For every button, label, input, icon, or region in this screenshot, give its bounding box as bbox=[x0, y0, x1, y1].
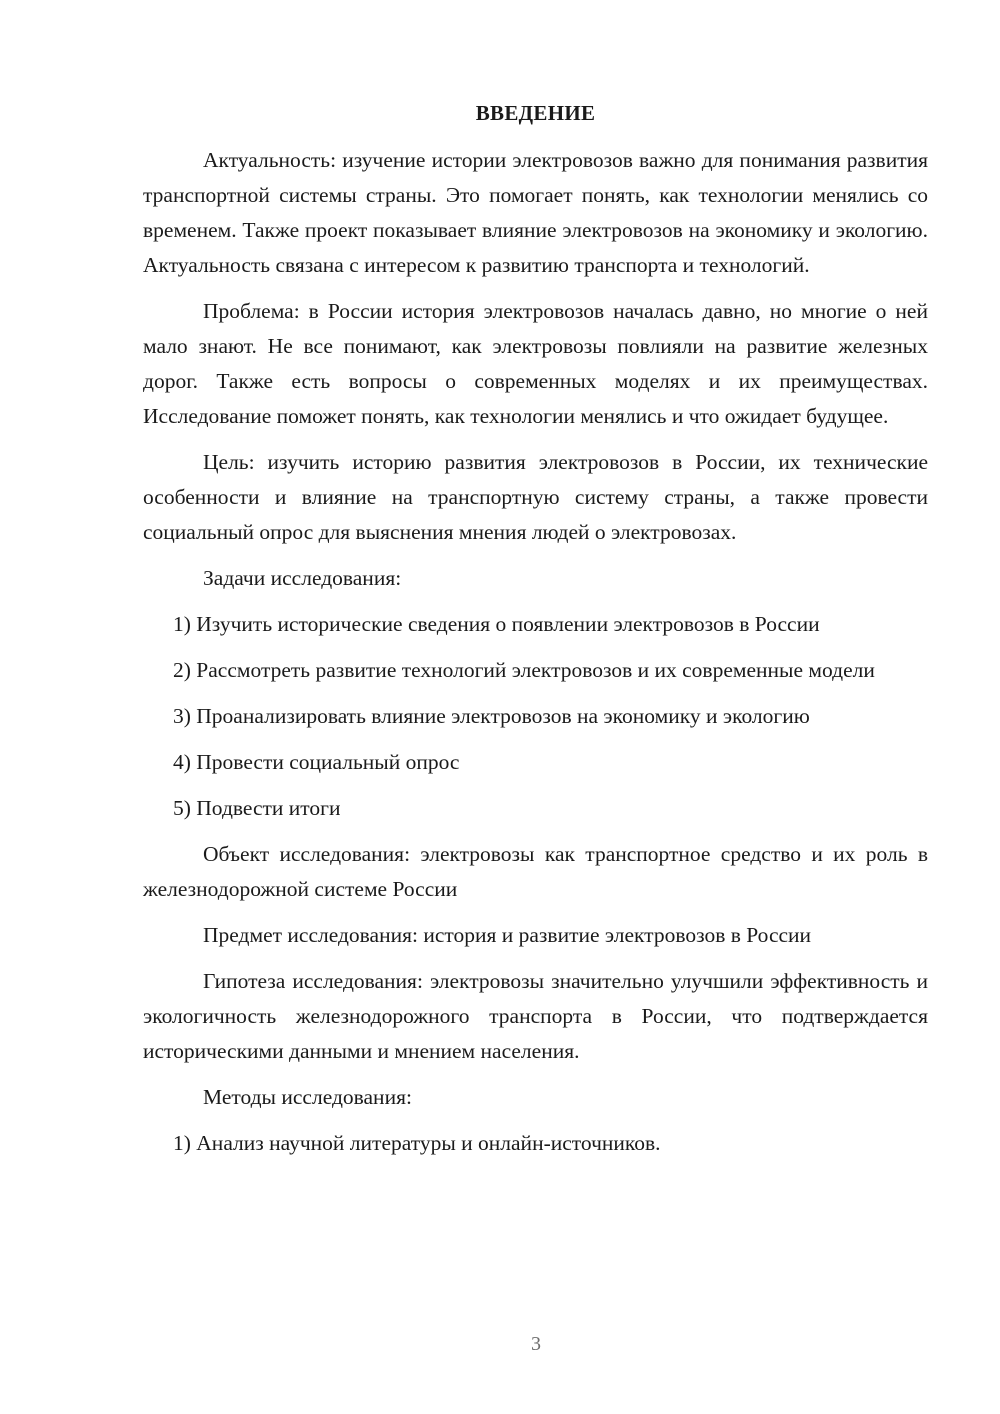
task-item: 2) Рассмотреть развитие технологий электровозов и их современные модели bbox=[173, 658, 875, 682]
task-item: 3) Проанализировать влияние электровозов на экономику и экологию bbox=[173, 704, 810, 728]
task-item: 4) Провести социальный опрос bbox=[173, 750, 460, 774]
task-item: 5) Подвести итоги bbox=[173, 796, 341, 820]
methods-heading: Методы исследования: bbox=[203, 1085, 412, 1109]
subject-paragraph: Предмет исследования: история и развитие электровозов в России bbox=[203, 923, 812, 947]
section-title: ВВЕДЕНИЕ bbox=[475, 101, 596, 125]
page-number: 3 bbox=[531, 1333, 541, 1355]
problem-paragraph: Проблема: в России история электровозов началась давно, но многие о ней мало знают. Не все понимают, как электровозы повлияли на развитие железных дорог. Также есть вопросы о современных моделях и их преимуществах. Исследование поможет понять, как технологии менялись и что ожидает будущее. bbox=[143, 299, 928, 428]
task-item: 1) Изучить исторические сведения о появлении электровозов в России bbox=[173, 612, 820, 636]
relevance-paragraph: Актуальность: изучение истории электровозов важно для понимания развития транспортной системы страны. Это помогает понять, как технологии менялись со временем. Также проект показывает влияние электровозов на экономику и экологию. Актуальность связана с интересом к развитию транспорта и технологий. bbox=[143, 148, 928, 277]
method-item: 1) Анализ научной литературы и онлайн-источников. bbox=[173, 1131, 661, 1155]
tasks-heading: Задачи исследования: bbox=[203, 566, 402, 590]
hypothesis-paragraph: Гипотеза исследования: электровозы значительно улучшили эффективность и экологичность железнодорожного транспорта в России, что подтверждается историческими данными и мнением населения. bbox=[143, 969, 928, 1063]
document-page bbox=[143, 96, 928, 1172]
object-paragraph: Объект исследования: электровозы как транспортное средство и их роль в железнодорожной системе России bbox=[143, 842, 928, 901]
goal-paragraph: Цель: изучить историю развития электровозов в России, их технические особенности и влияние на транспортную систему страны, а также провести социальный опрос для выяснения мнения людей о электровозах. bbox=[143, 450, 928, 544]
